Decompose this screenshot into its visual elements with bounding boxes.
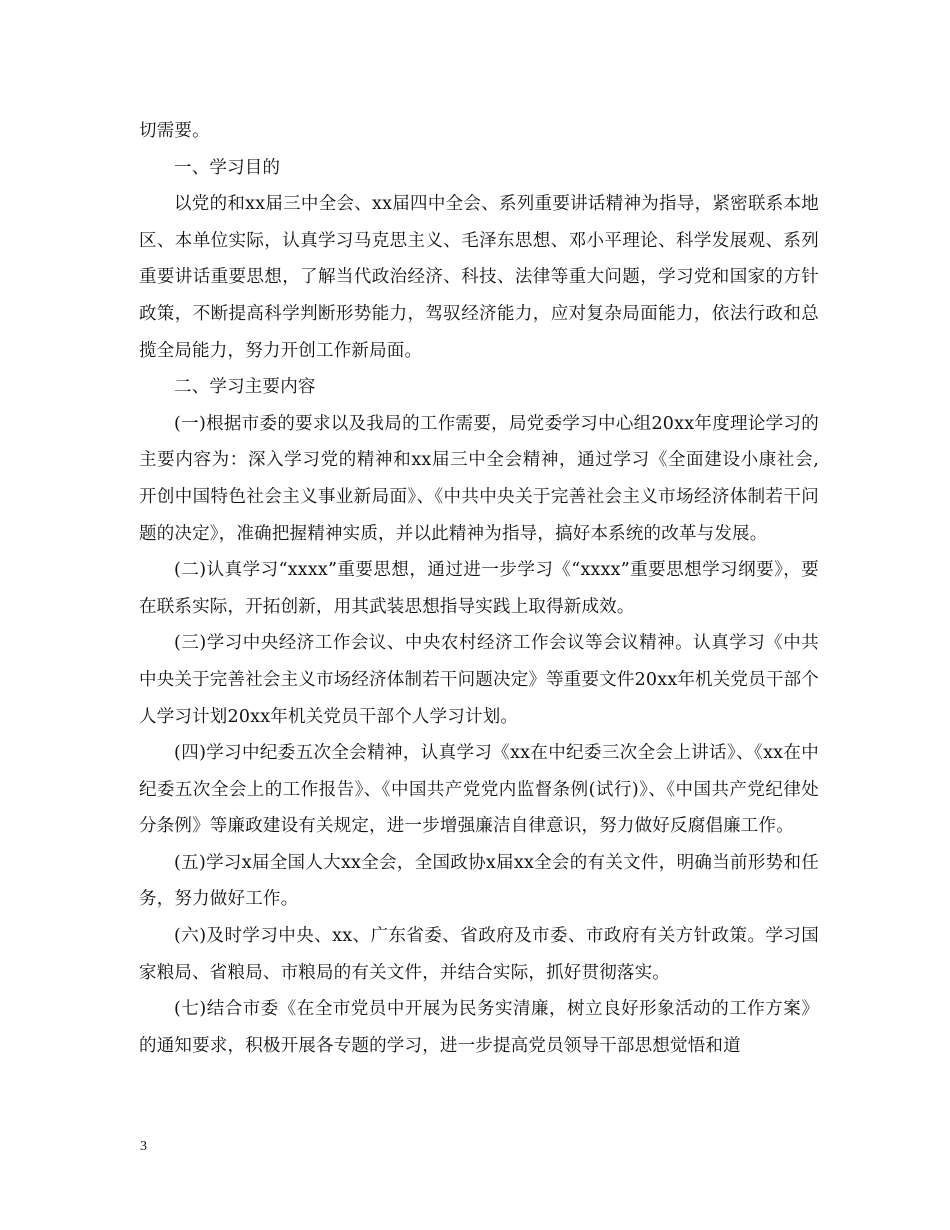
paragraph-item-5: (五)学习x届全国人大xx全会，全国政协x届xx全会的有关文件，明确当前形势和任务，努力做好工作。 — [139, 852, 819, 910]
paragraph-continuation: 切需要。 — [139, 121, 210, 141]
paragraph-item-6: (六)及时学习中央、xx、广东省委、省政府及市委、市政府有关方针政策。学习国家粮局、省粮局、市粮局的有关文件，并结合实际，抓好贯彻落实。 — [139, 926, 819, 983]
page-number: 3 — [140, 1139, 147, 1154]
paragraph-item-3: (三)学习中央经济工作会议、中央农村经济工作会议等会议精神。认真学习《中共中央关于完善社会主义市场经济体制若干问题决定》等重要文件20xx年机关党员干部个人学习计划20xx年机关党员干部个人学习计划。 — [139, 633, 820, 727]
document-body — [139, 113, 819, 1064]
paragraph-item-4: (四)学习中纪委五次全会精神，认真学习《xx在中纪委三次全会上讲话》、《xx在中纪委五次全会上的工作报告》、《中国共产党党内监督条例(试行)》、《中国共产党纪律处分条例》等廉政建设有关规定，进一步增强廉洁自律意识，努力做好反腐倡廉工作。 — [139, 743, 819, 837]
paragraph-item-2: (二)认真学习“xxxx”重要思想，通过进一步学习《“xxxx”重要思想学习纲要》，要在联系实际，开拓创新，用其武装思想指导实践上取得新成效。 — [139, 560, 819, 617]
section-heading-main-content: 二、学习主要内容 — [174, 377, 316, 398]
paragraph-item-1: (一)根据市委的要求以及我局的工作需要，局党委学习中心组20xx年度理论学习的主要内容为：深入学习党的精神和xx届三中全会精神，通过学习《全面建设小康社会,开创中国特色社会主义事业新局面》、《中共中央关于完善社会主义市场经济体制若干问题的决定》，准确把握精神实质，并以此精神为指导，搞好本系统的改革与发展。 — [139, 413, 819, 544]
section-heading-study-purpose: 一、学习目的 — [174, 157, 281, 178]
paragraph-study-purpose: 以党的和xx届三中全会、xx届四中全会、系列重要讲话精神为指导，紧密联系本地区、本单位实际，认真学习马克思主义、毛泽东思想、邓小平理论、科学发展观、系列重要讲话重要思想，了解当代政治经济、科技、法律等重大问题，学习党和国家的方针政策，不断提高科学判断形势能力，驾驭经济能力，应对复杂局面能力，依法行政和总揽全局能力，努力开创工作新局面。 — [139, 194, 819, 361]
paragraph-item-7: (七)结合市委《在全市党员中开展为民务实清廉，树立良好形象活动的工作方案》的通知要求，积极开展各专题的学习，进一步提高党员领导干部思想觉悟和道 — [139, 999, 819, 1056]
